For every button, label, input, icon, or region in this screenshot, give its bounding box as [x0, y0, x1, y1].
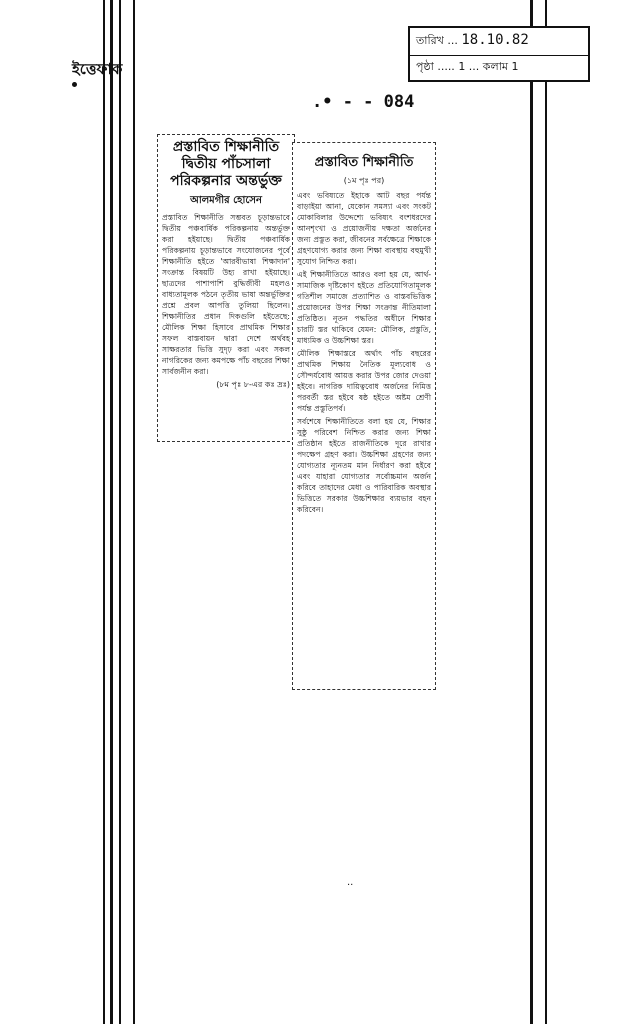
date-value: 18.10.82	[461, 32, 529, 48]
page-number	[312, 92, 414, 112]
clipping-paragraph: এবং ভবিষ্যতে ইহাকে আট বছর পর্যন্ত বাড়াইয়া আনা, যেকোন সমস্যা এবং সংকট মোকাবিলার উদ্দেশ্যে ভবিষ্যৎ বংশধরদের আনশৃংখা ও প্রয়োজনীয় দক্ষতা অর্জনের জন্য প্রস্তুত করা, জীবনের সর্বক্ষেত্রে শিক্ষাকে গ্রহণযোগ্য করার জন্য শিক্ষা ব্যবস্থায় বহুমুখী সুযোগ নিশ্চিত করা।	[297, 190, 431, 266]
clipping-headline: প্রস্তাবিত শিক্ষানীতি দ্বিতীয় পাঁচসালা পরিকল্পনার অন্তর্ভুক্ত	[170, 139, 282, 189]
clipping-jump-line: (৮ম পৃঃ ৮-এর কঃ দ্রঃ)	[216, 380, 290, 390]
column-value: 1	[511, 60, 519, 73]
archive-date-stamp: তারিখ ... 18.10.82 পৃষ্ঠা ..... 1 ... কলাম 1	[408, 26, 590, 82]
clipping-paragraph: মৌলিক শিক্ষাস্তরে অর্থাৎ পাঁচ বছরের প্রাথমিক শিক্ষায় নৈতিক মূল্যবোধ ও সৌন্দর্যবোধ আয়ত্ত করার উপর জোর দেওয়া হইবে। নাগরিক দায়িত্ববোধ অর্জনের নিমিত্ত পরবর্তী স্তর হইবে ষষ্ঠ হইতে অষ্টম শ্রেণী পর্যন্ত প্রস্তুতিপর্ব।	[297, 348, 431, 413]
continued-from-line: (১ম পৃঃ পর)	[343, 175, 385, 185]
margin-rule	[530, 0, 533, 1024]
page-number-value: 084	[383, 92, 415, 112]
column-label: কলাম	[482, 60, 508, 73]
margin-rule	[119, 0, 121, 1024]
news-clipping-left	[157, 134, 295, 442]
margin-rule	[545, 0, 547, 1024]
page-label: পৃষ্ঠা	[416, 60, 434, 73]
clipping-byline: আলমগীর হোসেন	[190, 195, 262, 207]
clipping-body: প্রস্তাবিত শিক্ষানীতি সম্ভবত চূড়ান্তভাবে দ্বিতীয় পঞ্চবার্ষিক পরিকল্পনায় অন্তর্ভুক্ত করা হইয়াছে। দ্বিতীয় পঞ্চবার্ষিক পরিকল্পনায় চূড়ান্তভাবে সংযোজনের পূর্বে শিক্ষানীতি হইতে 'আরবীভাষা শিক্ষাদান' সংক্রান্ত বিষয়টি উহ্য রাখা হইয়াছে। ছাত্রদের পাশাপাশি বুদ্ধিজীবী মহলও বাধ্যতামূলক পঠনে তৃতীয় ভাষা অন্তর্ভুক্তির প্রশ্নে প্রবল আপত্তি তুলিয়া ছিলেন। শিক্ষানীতির প্রধান দিকগুলি হইতেছে: মৌলিক শিক্ষা হিসাবে প্রাথমিক শিক্ষার সফল বাস্তবায়ন দ্বারা দেশে অর্থবহ সাক্ষরতার ভিত্তি সুদৃঢ় করা এবং সকল নাগরিকের জন্য কমপক্ষে পাঁচ বছরের শিক্ষা সার্বজনীন করা।	[162, 213, 290, 377]
margin-rule	[103, 0, 105, 1024]
newspaper-name: ইত্তেফাক	[72, 60, 123, 78]
punch-hole-dot	[72, 82, 77, 87]
page-number-prefix: .• - -	[312, 92, 374, 112]
scan-speck: ··	[347, 880, 354, 891]
margin-rule	[133, 0, 135, 1024]
date-label: তারিখ	[416, 34, 444, 47]
clipping-paragraph: সর্বশেষে শিক্ষানীতিতে বলা হয় যে, শিক্ষার সুষ্ঠু পরিবেশ নিশ্চিত করার জন্য শিক্ষা প্রতিষ্ঠান হইতে রাজনীতিকে দূরে রাখার পদক্ষেপ গ্রহণ করা। উচ্চশিক্ষা গ্রহণের জন্য যোগ্যতার ন্যূনতম মান নির্ধারণ করা হইবে এবং যাহারা যোগ্যতার সর্বোচ্চমান অর্জন করিবে তাহাদের মেধা ও পারিবারিক অবস্থার ভিত্তিতে সরকার উচ্চশিক্ষার ব্যয়ভার বহন করিবেন।	[297, 416, 431, 514]
page-value: 1	[458, 60, 466, 73]
clipping-headline: প্রস্তাবিত শিক্ষানীতি	[314, 155, 414, 170]
news-clipping-right	[292, 142, 436, 690]
clipping-paragraph: এই শিক্ষানীতিতে আরও বলা হয় যে, আর্থ-সামাজিক দৃষ্টিকোণ হইতে প্রতিযোগিতামূলক গতিশীল সমাজে প্রত্যাশিত ও বাস্তবভিত্তিক প্রয়োজনের উপর শিক্ষা সংক্রান্ত নীতিমালা প্রতিষ্ঠিত। নূতন পদ্ধতির অধীনে শিক্ষার চারটি স্তর থাকিবে যেমন: মৌলিক, প্রস্তুতি, মাধ্যমিক ও উচ্চশিক্ষা স্তর।	[297, 269, 431, 345]
margin-rule	[110, 0, 113, 1024]
